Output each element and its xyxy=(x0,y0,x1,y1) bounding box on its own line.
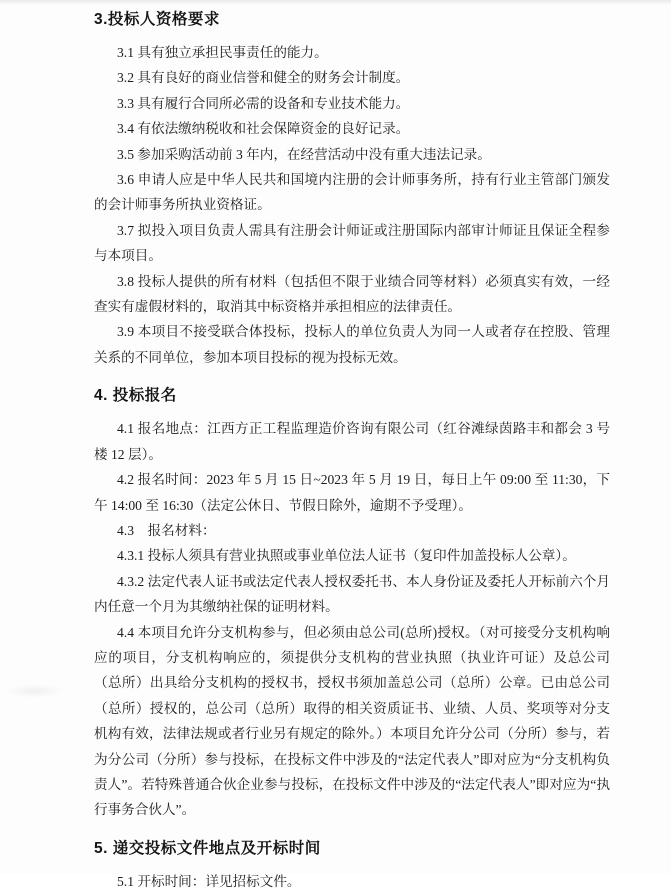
section-heading-4: 4. 投标报名 xyxy=(94,387,177,405)
para-3-3: 3.3 具有履行合同所必需的设备和专业技术能力。 xyxy=(117,95,410,111)
section-bid-registration xyxy=(94,384,610,823)
para-4-3: 4.3 报名材料： xyxy=(117,522,216,538)
para-3-2: 3.2 具有良好的商业信誉和健全的财务会计制度。 xyxy=(117,70,410,86)
para-3-5: 3.5 参加采购活动前 3 年内，在经营活动中没有重大违法记录。 xyxy=(117,146,491,162)
para-3-8: 3.8 投标人提供的所有材料（包括但不限于业绩合同等材料）必须真实有效，一经查实有虚假材料的，取消其中标资格并承担相应的法律责任。 xyxy=(94,273,610,315)
para-3-1: 3.1 具有独立承担民事责任的能力。 xyxy=(117,45,328,60)
scan-edge-shadow xyxy=(0,0,671,5)
para-3-7: 3.7 拟投入项目负责人需具有注册会计师证或注册国际内部审计师证且保证全程参与本项目。 xyxy=(94,222,610,264)
section-bidder-qualifications xyxy=(94,8,610,370)
para-4-3-1: 4.3.1 投标人须具有营业执照或事业单位法人证书（复印件加盖投标人公章）。 xyxy=(117,548,576,564)
para-5-1: 5.1 开标时间：详见招标文件。 xyxy=(117,873,301,889)
scan-smudge-mark xyxy=(6,684,64,698)
section-heading-5: 5. 递交投标文件地点及开标时间 xyxy=(94,839,321,857)
para-4-2: 4.2 报名时间：2023 年 5 月 15 日~2023 年 5 月 19 日，每日上午 09:00 至 11:30，下午 14:00 至 16:30（法定公休日、节假日除外，逾期不予受理）。 xyxy=(94,472,610,513)
para-3-9: 3.9 本项目不接受联合体投标，投标人的单位负责人为同一人或者存在控股、管理关系的不同单位，参加本项目投标的视为投标无效。 xyxy=(94,324,610,365)
para-4-4: 4.4 本项目允许分支机构参与，但必须由总公司(总所)授权。（对可接受分支机构响应的项目，分支机构响应的，须提供分支机构的营业执照（执业许可证）及总公司（总所）出具给分支机构的授权书，授权书须加盖总公司（总所）公章。已由总公司（总所）授权的，总公司（总所）取得的相关资质证书、业绩、人员、奖项等对分支机构有效，法律法规或者行业另有规定的除外。）本项目允许分公司（分所）参与，若为分公司（分所）参与投标，在投标文件中涉及的“法定代表人”即对应为“分支机构负责人”。若特殊普通合伙企业参与投标，在投标文件中涉及的“法定代表人”即对应为“执行事务合伙人”。 xyxy=(94,624,610,818)
para-4-3-2: 4.3.2 法定代表人证书或法定代表人授权委托书、本人身份证及委托人开标前六个月内任意一个月为其缴纳社保的证明材料。 xyxy=(94,573,610,615)
section-heading-3: 3.投标人资格要求 xyxy=(94,11,220,28)
para-3-6: 3.6 申请人应是中华人民共和国境内注册的会计师事务所，持有行业主管部门颁发的会计师事务所执业资格证。 xyxy=(94,172,610,213)
para-4-1: 4.1 报名地点：江西方正工程监理造价咨询有限公司（红谷滩绿茵路丰和都会 3 号楼 12 层）。 xyxy=(94,421,610,462)
section-bid-submission xyxy=(94,837,610,894)
para-3-4: 3.4 有依法缴纳税收和社会保障资金的良好记录。 xyxy=(117,121,410,137)
